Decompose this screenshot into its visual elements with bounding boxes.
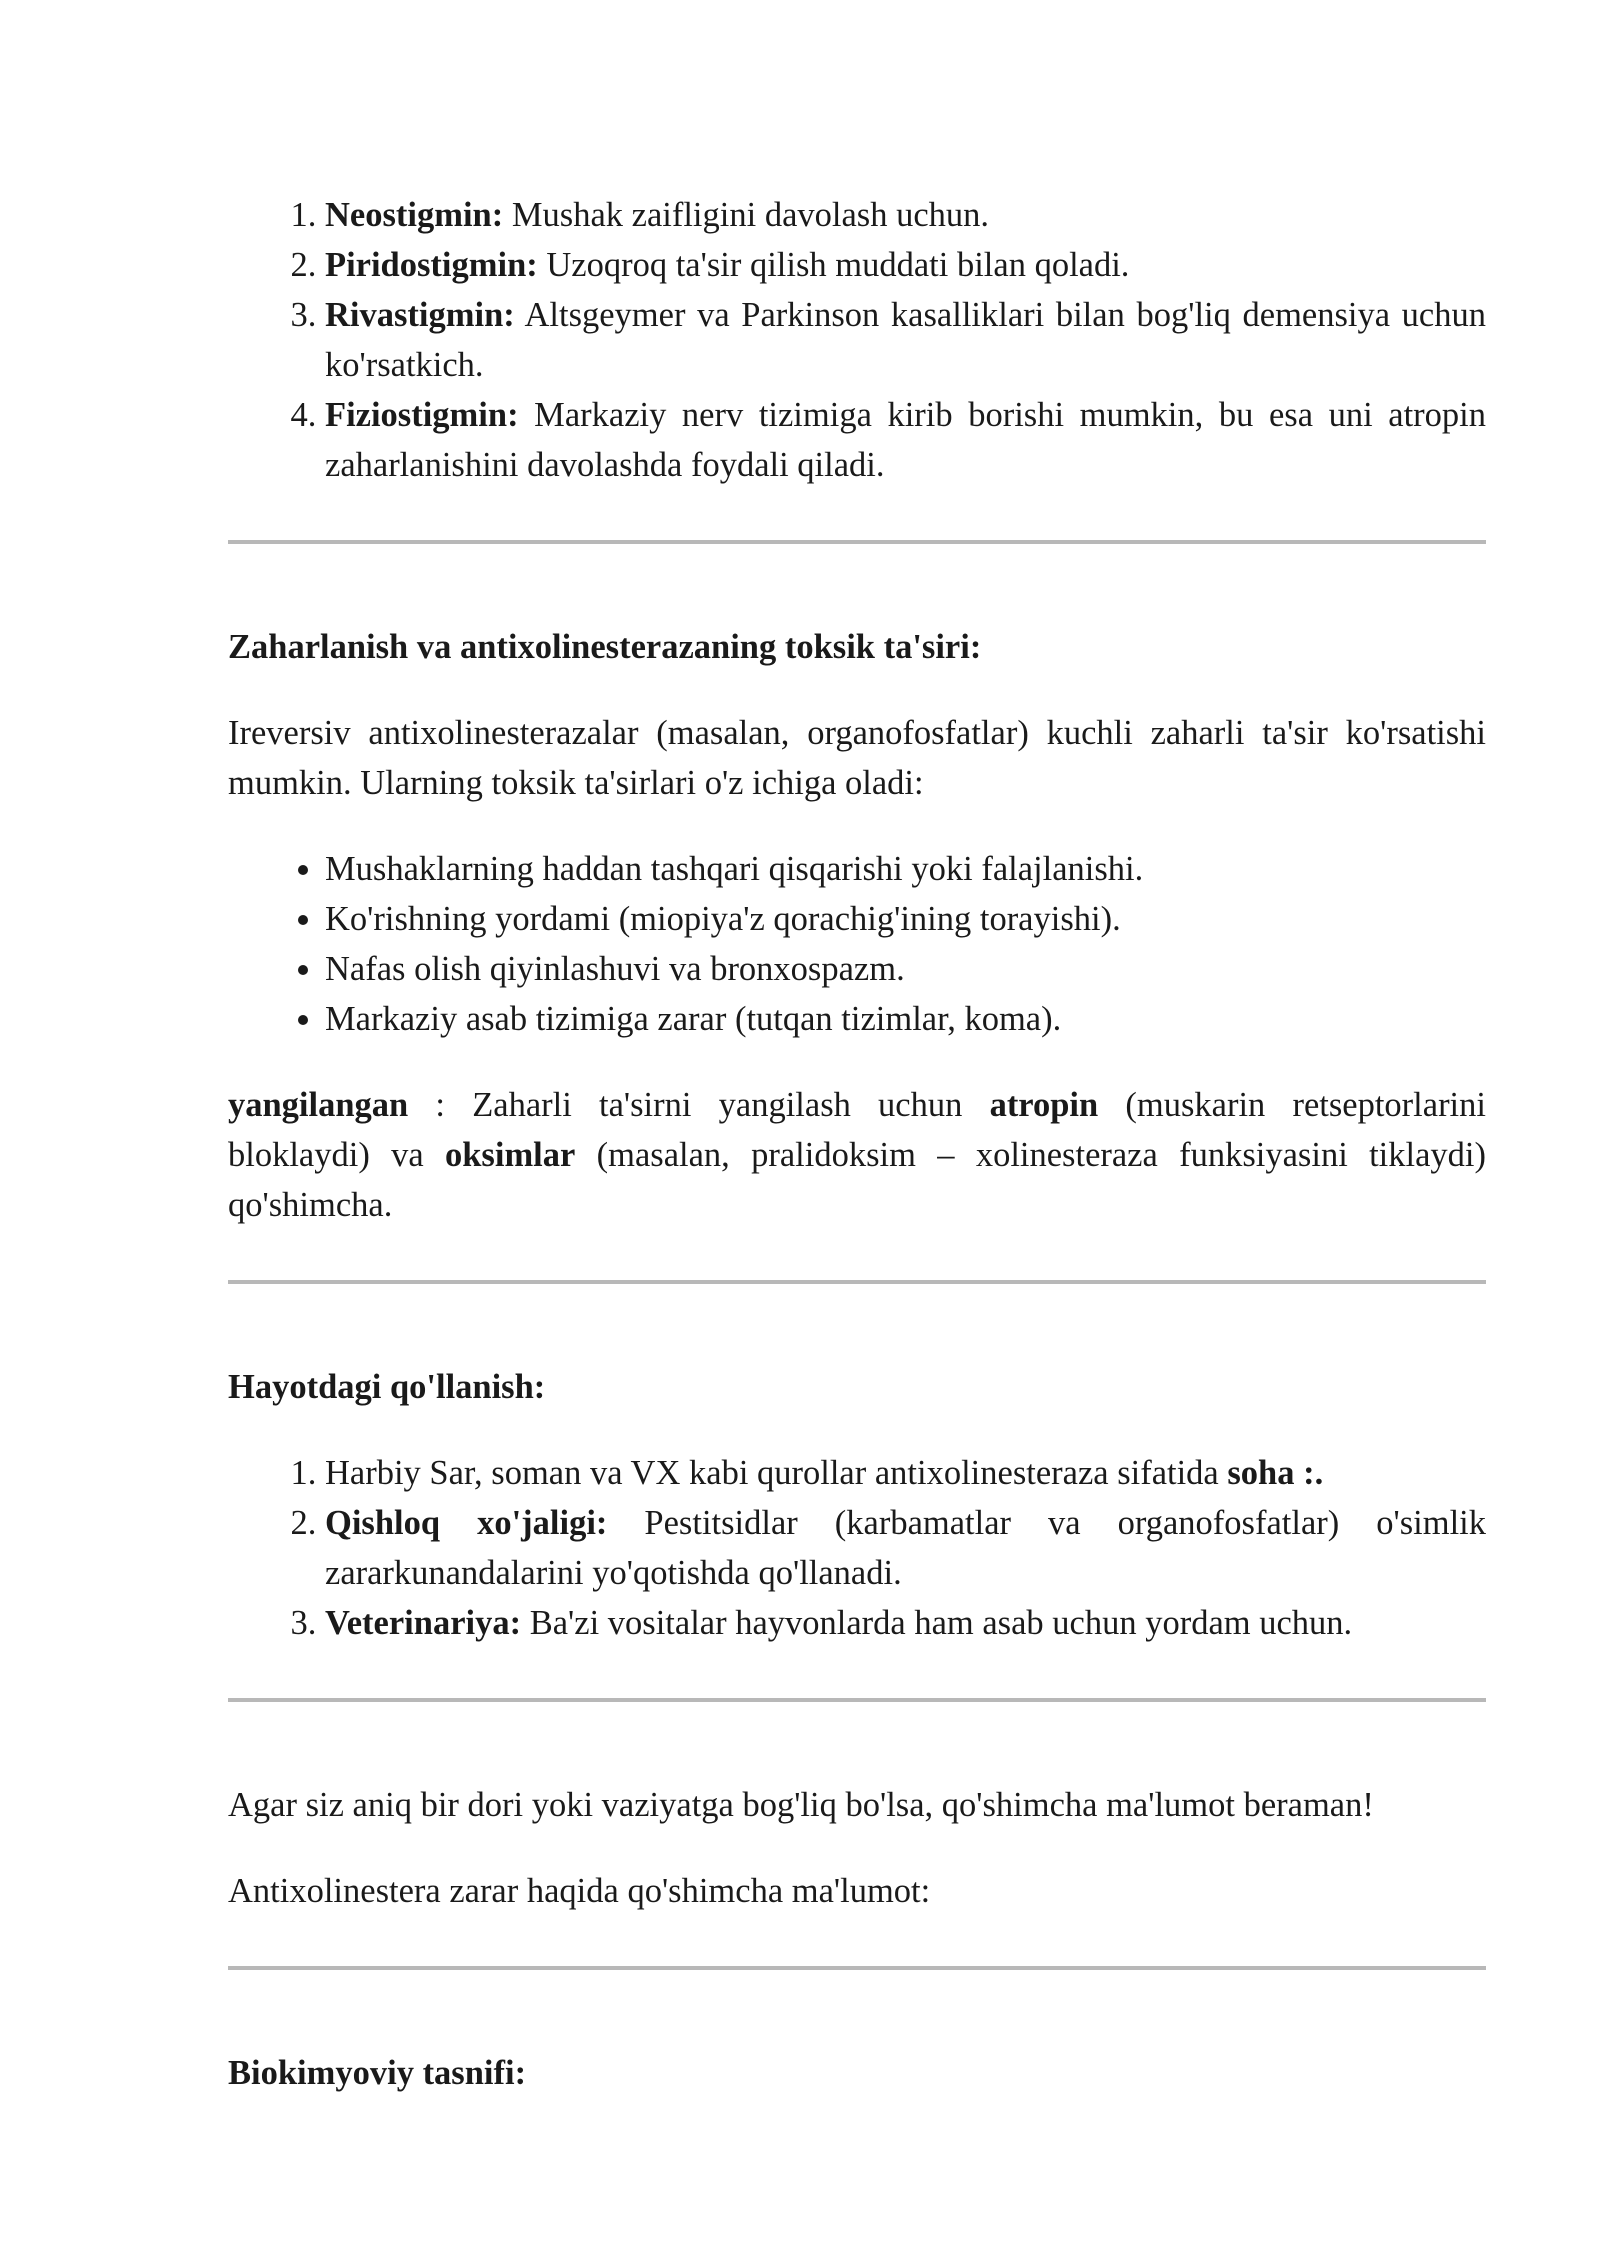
list-item (325, 390, 1486, 490)
list-item (325, 290, 1486, 390)
drug-description: Uzoqroq ta'sir qilish muddati bilan qoladi. (537, 246, 1130, 284)
usage-term: soha :. (1227, 1454, 1324, 1492)
list-item (325, 240, 1486, 290)
usage-list (228, 1448, 1486, 1648)
toxicity-bullet-list (228, 844, 1486, 1044)
usage-term: Qishloq xo'jaligi: (325, 1504, 608, 1542)
list-item (325, 1498, 1486, 1598)
closing-offer: Agar siz aniq bir dori yoki vaziyatga bog'liq bo'lsa, qo'shimcha ma'lumot beraman! (228, 1786, 1374, 1824)
horizontal-divider (228, 1280, 1486, 1284)
drug-name: Neostigmin: (325, 196, 504, 234)
atropin-term: atropin (989, 1086, 1099, 1124)
toxicity-intro: Ireversiv antixolinesterazalar (masalan, organofosfatlar) kuchli zaharli ta'sir ko'rsatishi mumkin. Ularning toksik ta'sirlari o'z ichiga oladi: (228, 714, 1486, 802)
list-item: • Markaziy asab tizimiga zarar (tutqan tizimlar, koma). (325, 994, 1486, 1044)
section-heading-usage: Hayotdagi qo'llanish: (228, 1368, 546, 1406)
drug-name: Rivastigmin: (325, 296, 515, 334)
usage-text: Ba'zi vositalar hayvonlarda ham asab uchun yordam uchun. (521, 1604, 1353, 1642)
drug-name: Piridostigmin: (325, 246, 538, 284)
treatment-text: (muskarin retseptorlarini bloklaydi) va (228, 1086, 1486, 1174)
drug-list (228, 190, 1486, 490)
section-heading-toxicity: Zaharlanish va antixolinesterazaning toksik ta'siri: (228, 628, 982, 666)
drug-name: Fiziostigmin: (325, 396, 519, 434)
list-item (325, 1598, 1486, 1648)
usage-text: Pestitsidlar (karbamatlar va organofosfatlar) o'simlik zararkunandalarini yo'qotishda qo'llanadi. (325, 1504, 1486, 1592)
horizontal-divider (228, 1698, 1486, 1702)
list-item: • Nafas olish qiyinlashuvi va bronxospazm. (325, 944, 1486, 994)
oksimlar-term: oksimlar (445, 1136, 576, 1174)
section-heading-biochemistry: Biokimyoviy tasnifi: (228, 2054, 527, 2092)
list-item (325, 190, 1486, 240)
list-item (325, 1448, 1486, 1498)
usage-term: Veterinariya: (325, 1604, 522, 1642)
treatment-text: : Zaharli ta'sirni yangilash uchun (408, 1086, 990, 1124)
list-item: • Ko'rishning yordami (miopiya'z qorachig'ining torayishi). (325, 894, 1486, 944)
list-item: • Mushaklarning haddan tashqari qisqarishi yoki falajlanishi. (325, 844, 1486, 894)
usage-text: Harbiy Sar, soman va VX kabi qurollar antixolinesteraza sifatida (325, 1454, 1228, 1492)
drug-description: Altsgeymer va Parkinson kasalliklari bilan bog'liq demensiya uchun ko'rsatkich. (325, 296, 1486, 384)
horizontal-divider (228, 540, 1486, 544)
treatment-paragraph (228, 1080, 1486, 1230)
drug-description: Markaziy nerv tizimiga kirib borishi mumkin, bu esa uni atropin zaharlanishini davolashda foydali qiladi. (325, 396, 1486, 484)
closing-more-info: Antixolinestera zarar haqida qo'shimcha ma'lumot: (228, 1872, 931, 1910)
horizontal-divider (228, 1966, 1486, 1970)
treatment-label: yangilangan (228, 1086, 409, 1124)
document-page (228, 190, 1486, 2098)
treatment-text: (masalan, pralidoksim – xolinesteraza funksiyasini tiklaydi) qo'shimcha. (228, 1136, 1486, 1224)
drug-description: Mushak zaifligini davolash uchun. (503, 196, 990, 234)
